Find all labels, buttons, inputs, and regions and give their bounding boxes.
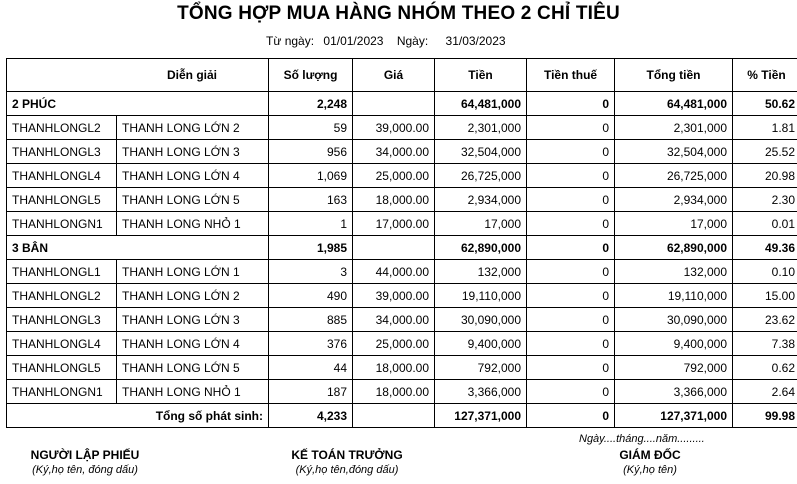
item-price: 25,000.00 bbox=[353, 332, 435, 356]
from-date-label: Từ ngày: bbox=[266, 34, 315, 48]
item-tax: 0 bbox=[527, 332, 615, 356]
group-percent: 50.62 bbox=[733, 92, 797, 116]
item-total: 9,400,000 bbox=[615, 332, 733, 356]
report-title: TỔNG HỢP MUA HÀNG NHÓM THEO 2 CHỈ TIÊU bbox=[177, 3, 620, 24]
item-percent: 0.10 bbox=[733, 260, 797, 284]
table-row bbox=[7, 116, 797, 140]
item-quantity: 1,069 bbox=[269, 164, 353, 188]
item-tax: 0 bbox=[527, 260, 615, 284]
item-code: THANHLONGL5 bbox=[7, 356, 117, 380]
group-amount: 64,481,000 bbox=[435, 92, 527, 116]
item-quantity: 3 bbox=[269, 260, 353, 284]
group-row bbox=[7, 92, 797, 116]
item-name: THANH LONG LỚN 3 bbox=[117, 140, 269, 164]
item-total: 3,366,000 bbox=[615, 380, 733, 404]
director-signature bbox=[590, 448, 710, 476]
table-row bbox=[7, 188, 797, 212]
item-code: THANHLONGL5 bbox=[7, 188, 117, 212]
table-body bbox=[7, 92, 797, 428]
item-quantity: 490 bbox=[269, 284, 353, 308]
item-percent: 25.52 bbox=[733, 140, 797, 164]
item-percent: 2.30 bbox=[733, 188, 797, 212]
item-amount: 792,000 bbox=[435, 356, 527, 380]
header-quantity: Số lượng bbox=[269, 59, 353, 92]
item-price: 34,000.00 bbox=[353, 308, 435, 332]
item-quantity: 1 bbox=[269, 212, 353, 236]
group-quantity: 2,248 bbox=[269, 92, 353, 116]
accountant-hint: (Ký,họ tên,đóng dấu) bbox=[295, 464, 399, 476]
totals-label: Tổng số phát sinh: bbox=[7, 404, 269, 428]
item-total: 30,090,000 bbox=[615, 308, 733, 332]
item-code: THANHLONGL2 bbox=[7, 116, 117, 140]
item-amount: 19,110,000 bbox=[435, 284, 527, 308]
group-tax: 0 bbox=[527, 92, 615, 116]
group-spacer bbox=[117, 92, 269, 116]
preparer-role: NGƯỜI LẬP PHIẾU bbox=[30, 448, 140, 462]
group-name: 2 PHÚC bbox=[7, 92, 117, 116]
item-percent: 0.62 bbox=[733, 356, 797, 380]
item-name: THANH LONG NHỎ 1 bbox=[117, 380, 269, 404]
item-price: 44,000.00 bbox=[353, 260, 435, 284]
item-total: 2,301,000 bbox=[615, 116, 733, 140]
item-name: THANH LONG LỚN 4 bbox=[117, 164, 269, 188]
accountant-role: KẾ TOÁN TRƯỞNG bbox=[291, 448, 403, 462]
item-amount: 32,504,000 bbox=[435, 140, 527, 164]
item-tax: 0 bbox=[527, 116, 615, 140]
table-row bbox=[7, 380, 797, 404]
item-name: THANH LONG LỚN 5 bbox=[117, 356, 269, 380]
item-tax: 0 bbox=[527, 140, 615, 164]
item-amount: 17,000 bbox=[435, 212, 527, 236]
item-percent: 1.81 bbox=[733, 116, 797, 140]
item-total: 132,000 bbox=[615, 260, 733, 284]
item-amount: 2,934,000 bbox=[435, 188, 527, 212]
item-tax: 0 bbox=[527, 284, 615, 308]
table-row bbox=[7, 308, 797, 332]
header-description: Diễn giải bbox=[7, 59, 269, 92]
item-price: 18,000.00 bbox=[353, 188, 435, 212]
table-header-row bbox=[7, 59, 797, 92]
item-quantity: 187 bbox=[269, 380, 353, 404]
group-tax: 0 bbox=[527, 236, 615, 260]
item-tax: 0 bbox=[527, 164, 615, 188]
item-code: THANHLONGL1 bbox=[7, 260, 117, 284]
item-quantity: 44 bbox=[269, 356, 353, 380]
to-date-value: 31/03/2023 bbox=[445, 34, 506, 48]
item-name: THANH LONG NHỎ 1 bbox=[117, 212, 269, 236]
totals-amount: 127,371,000 bbox=[435, 404, 527, 428]
item-total: 2,934,000 bbox=[615, 188, 733, 212]
purchase-summary-table bbox=[6, 58, 797, 428]
item-code: THANHLONGL3 bbox=[7, 140, 117, 164]
group-price bbox=[353, 236, 435, 260]
item-amount: 26,725,000 bbox=[435, 164, 527, 188]
item-tax: 0 bbox=[527, 188, 615, 212]
item-code: THANHLONGL2 bbox=[7, 284, 117, 308]
item-price: 18,000.00 bbox=[353, 356, 435, 380]
item-code: THANHLONGL4 bbox=[7, 332, 117, 356]
item-percent: 23.62 bbox=[733, 308, 797, 332]
item-tax: 0 bbox=[527, 356, 615, 380]
totals-percent: 99.98 bbox=[733, 404, 797, 428]
item-quantity: 376 bbox=[269, 332, 353, 356]
item-code: THANHLONGL3 bbox=[7, 308, 117, 332]
item-percent: 15.00 bbox=[733, 284, 797, 308]
totals-row bbox=[7, 404, 797, 428]
director-hint: (Ký,họ tên) bbox=[623, 464, 677, 476]
item-code: THANHLONGN1 bbox=[7, 380, 117, 404]
item-price: 18,000.00 bbox=[353, 380, 435, 404]
item-price: 39,000.00 bbox=[353, 116, 435, 140]
table-row bbox=[7, 212, 797, 236]
header-price: Giá bbox=[353, 59, 435, 92]
group-quantity: 1,985 bbox=[269, 236, 353, 260]
accountant-signature bbox=[282, 448, 412, 476]
table-row bbox=[7, 260, 797, 284]
group-row bbox=[7, 236, 797, 260]
table-row bbox=[7, 164, 797, 188]
item-quantity: 163 bbox=[269, 188, 353, 212]
group-name: 3 BÂN bbox=[7, 236, 117, 260]
table-row bbox=[7, 356, 797, 380]
signature-date-line: Ngày....tháng....năm......... bbox=[579, 433, 705, 445]
director-role: GIÁM ĐỐC bbox=[619, 448, 681, 462]
item-price: 17,000.00 bbox=[353, 212, 435, 236]
item-total: 26,725,000 bbox=[615, 164, 733, 188]
totals-quantity: 4,233 bbox=[269, 404, 353, 428]
header-percent: % Tiền bbox=[733, 59, 797, 92]
item-name: THANH LONG LỚN 3 bbox=[117, 308, 269, 332]
item-code: THANHLONGL4 bbox=[7, 164, 117, 188]
item-percent: 2.64 bbox=[733, 380, 797, 404]
group-spacer bbox=[117, 236, 269, 260]
table-row bbox=[7, 332, 797, 356]
header-tax: Tiền thuế bbox=[527, 59, 615, 92]
item-name: THANH LONG LỚN 5 bbox=[117, 188, 269, 212]
table-row bbox=[7, 284, 797, 308]
header-amount: Tiền bbox=[435, 59, 527, 92]
item-name: THANH LONG LỚN 2 bbox=[117, 116, 269, 140]
item-name: THANH LONG LỚN 2 bbox=[117, 284, 269, 308]
item-total: 32,504,000 bbox=[615, 140, 733, 164]
item-percent: 0.01 bbox=[733, 212, 797, 236]
item-amount: 2,301,000 bbox=[435, 116, 527, 140]
table-row bbox=[7, 140, 797, 164]
item-total: 19,110,000 bbox=[615, 284, 733, 308]
item-price: 34,000.00 bbox=[353, 140, 435, 164]
item-tax: 0 bbox=[527, 308, 615, 332]
header-total: Tổng tiền bbox=[615, 59, 733, 92]
item-name: THANH LONG LỚN 1 bbox=[117, 260, 269, 284]
item-tax: 0 bbox=[527, 380, 615, 404]
item-percent: 7.38 bbox=[733, 332, 797, 356]
totals-tax: 0 bbox=[527, 404, 615, 428]
item-code: THANHLONGN1 bbox=[7, 212, 117, 236]
totals-price bbox=[353, 404, 435, 428]
preparer-signature bbox=[20, 448, 150, 476]
item-total: 792,000 bbox=[615, 356, 733, 380]
date-range bbox=[266, 34, 506, 48]
group-total: 62,890,000 bbox=[615, 236, 733, 260]
item-tax: 0 bbox=[527, 212, 615, 236]
item-quantity: 885 bbox=[269, 308, 353, 332]
totals-total: 127,371,000 bbox=[615, 404, 733, 428]
item-amount: 9,400,000 bbox=[435, 332, 527, 356]
item-price: 39,000.00 bbox=[353, 284, 435, 308]
preparer-hint: (Ký,họ tên, đóng dấu) bbox=[32, 464, 138, 476]
from-date-value: 01/01/2023 bbox=[323, 34, 384, 48]
item-amount: 30,090,000 bbox=[435, 308, 527, 332]
group-price bbox=[353, 92, 435, 116]
to-date-label: Ngày: bbox=[396, 34, 429, 48]
item-total: 17,000 bbox=[615, 212, 733, 236]
item-name: THANH LONG LỚN 4 bbox=[117, 332, 269, 356]
group-percent: 49.36 bbox=[733, 236, 797, 260]
item-price: 25,000.00 bbox=[353, 164, 435, 188]
item-percent: 20.98 bbox=[733, 164, 797, 188]
group-amount: 62,890,000 bbox=[435, 236, 527, 260]
item-quantity: 956 bbox=[269, 140, 353, 164]
item-amount: 132,000 bbox=[435, 260, 527, 284]
group-total: 64,481,000 bbox=[615, 92, 733, 116]
item-amount: 3,366,000 bbox=[435, 380, 527, 404]
item-quantity: 59 bbox=[269, 116, 353, 140]
